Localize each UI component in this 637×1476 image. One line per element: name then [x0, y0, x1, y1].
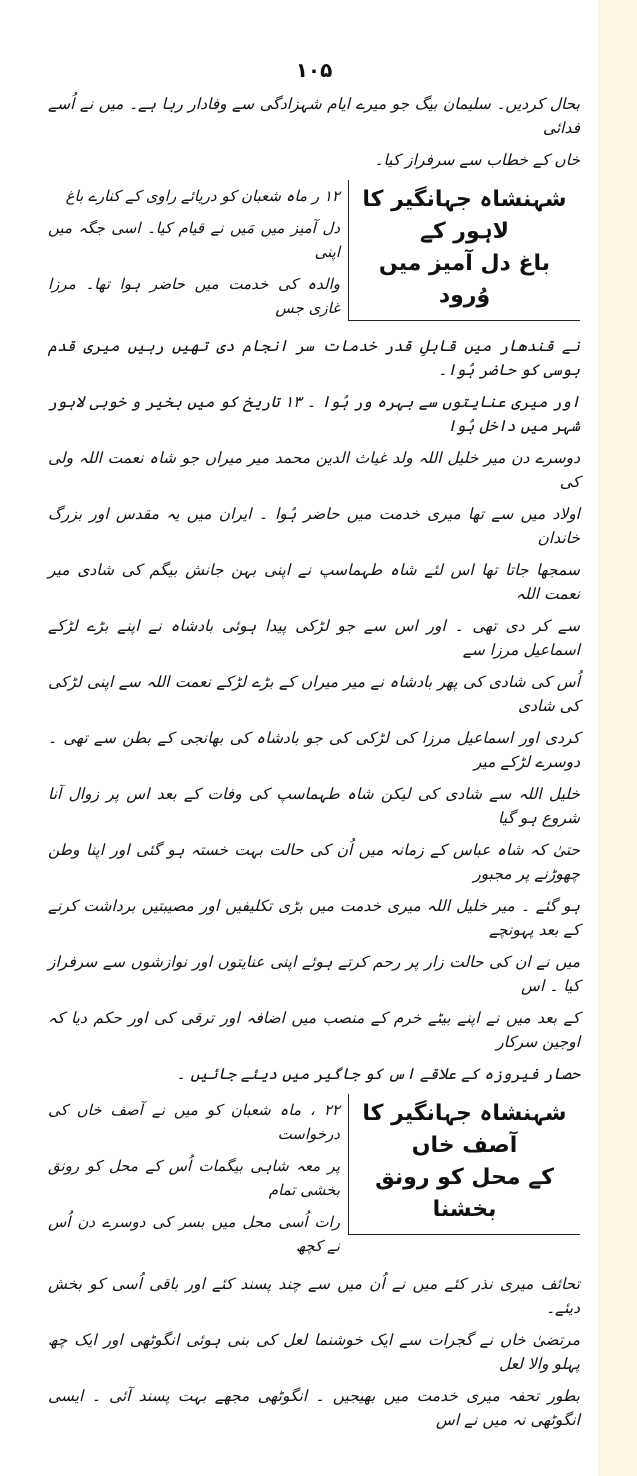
body-line: تحائف میری نذر کئے میں نے اُن میں سے چند پسند کئے اور باقی اُسی کو بخش دیئے۔	[48, 1275, 580, 1317]
body-line: دوسرے دن میر خلیل اللہ ولد غیاث الدین محمد میر میراں جو شاہ نعمت اللہ ولی کی	[48, 449, 580, 491]
section-heading-box	[348, 180, 580, 321]
body-line: سے کر دی تھی ۔ اور اس سے جو لڑکی پیدا ہوئی بادشاہ نے اپنے بڑے لڑکے اسماعیل مرزا سے	[48, 617, 580, 659]
side-text-line: ۱۲ ر ماہ شعبان کو دریائے راوی کے کنارے باغ	[65, 187, 340, 205]
page-number: ۱۰۵	[295, 58, 333, 82]
body-line: نے قندھار میں قابلِ قدر خدمات سر انجام دی تھیں رہیں میری قدم بوسی کو حاضر ہُوا۔	[48, 337, 580, 379]
body-line: حتیٰ کہ شاہ عباس کے زمانہ میں اُن کی حالت بہت خستہ ہو گئی اور اپنا وطن چھوڑنے پر مجبور	[48, 841, 580, 883]
page-edge-margin	[598, 0, 637, 1476]
side-text-line: پر معہ شاہی بیگمات اُس کے محل کو رونق بخشی تمام	[48, 1157, 340, 1199]
book-page	[48, 0, 580, 1476]
body-line: کردی اور اسماعیل مرزا کی لڑکی کی جو بادشاہ کی بھانجی کے بطن سے تھی ۔ دوسرے لڑکے میر	[48, 729, 580, 771]
body-line: مرتضیٰ خاں نے گجرات سے ایک خوشنما لعل کی بنی ہوئی انگوٹھی اور ایک چھ پہلو والا لعل	[48, 1331, 580, 1373]
body-line: میں نے ان کی حالت زار پر رحم کرتے ہوئے اپنی عنایتوں اور نوازشوں سے سرفراز کیا ۔ اس	[48, 953, 580, 995]
body-line: اُس کی شادی کی پھر بادشاہ نے میر میراں کے بڑے لڑکے نعمت اللہ سے اپنی لڑکی کی شادی	[48, 673, 580, 715]
side-text-line: دل آمیز میں مَیں نے قیام کیا۔ اسی جگہ میں اپنی	[48, 219, 340, 261]
section-1	[48, 180, 580, 324]
body-line: بطور تحفہ میری خدمت میں بھیجیں ۔ انگوٹھی مجھے بہت پسند آئی ۔ ایسی انگوٹھی نہ میں نے اس	[48, 1387, 580, 1429]
section-2	[48, 1094, 580, 1262]
section-heading-box	[348, 1094, 580, 1235]
body-line: خلیل اللہ سے شادی کی لیکن شاہ طہماسپ کی وفات کے بعد اس پر زوال آنا شروع ہو گیا	[48, 785, 580, 827]
side-text	[48, 1094, 340, 1262]
side-text	[48, 180, 340, 324]
side-text-line: رات اُسی محل میں بسر کی دوسرے دن اُس نے کچھ	[48, 1213, 340, 1255]
body-line: حصار فیروزہ کے علاقے اس کو جاگیر میں دیئے جائیں ۔	[176, 1065, 580, 1083]
body-line: کے بعد میں نے اپنے بیٹے خرم کے منصب میں اضافہ اور ترقی کی اور حکم دیا کہ اوجین سرکار	[48, 1009, 580, 1051]
section-heading: شہنشاہ جہانگیر کا لاہور کے	[362, 187, 567, 244]
side-text-line: والدہ کی خدمت میں حاضر ہوا تھا۔ مرزا غازی جس	[48, 275, 340, 317]
body-line: اولاد میں سے تھا میری خدمت میں حاضر ہُوا ۔ ایران میں یہ مقدس اور بزرگ خاندان	[48, 505, 580, 547]
side-text-line: ۲۲ ، ماہ شعبان کو میں نے آصف خاں کی درخواست	[48, 1101, 340, 1143]
section-heading: شہنشاہ جہانگیر کا آصف خاں	[362, 1101, 567, 1158]
body-line: اور میری عنایتوں سے بہرہ ور ہُوا ۔ ۱۳ تاریخ کو میں بخیر و خوبی لاہور شہر میں داخل ہُوا	[48, 393, 580, 435]
intro-line: خاں کے خطاب سے سرفراز کیا۔	[374, 151, 580, 169]
section-heading: کے محل کو رونق بخشنا	[375, 1165, 554, 1222]
intro-line: بحال کردیں۔ سلیمان بیگ جو میرے ایام شہزادگی سے وفادار رہا ہے۔ میں نے اُسے فدائی	[48, 95, 580, 137]
section-heading: باغ دل آمیز میں وُرود	[378, 251, 551, 308]
body-line: ہو گئے ۔ میر خلیل اللہ میری خدمت میں بڑی تکلیفیں اور مصیبتیں برداشت کرنے کے بعد پہونچے	[48, 897, 580, 939]
body-line: سمجھا جاتا تھا اس لئے شاہ طہماسپ نے اپنی بہن جانش بیگم کی شادی میر نعمت اللہ	[48, 561, 580, 603]
